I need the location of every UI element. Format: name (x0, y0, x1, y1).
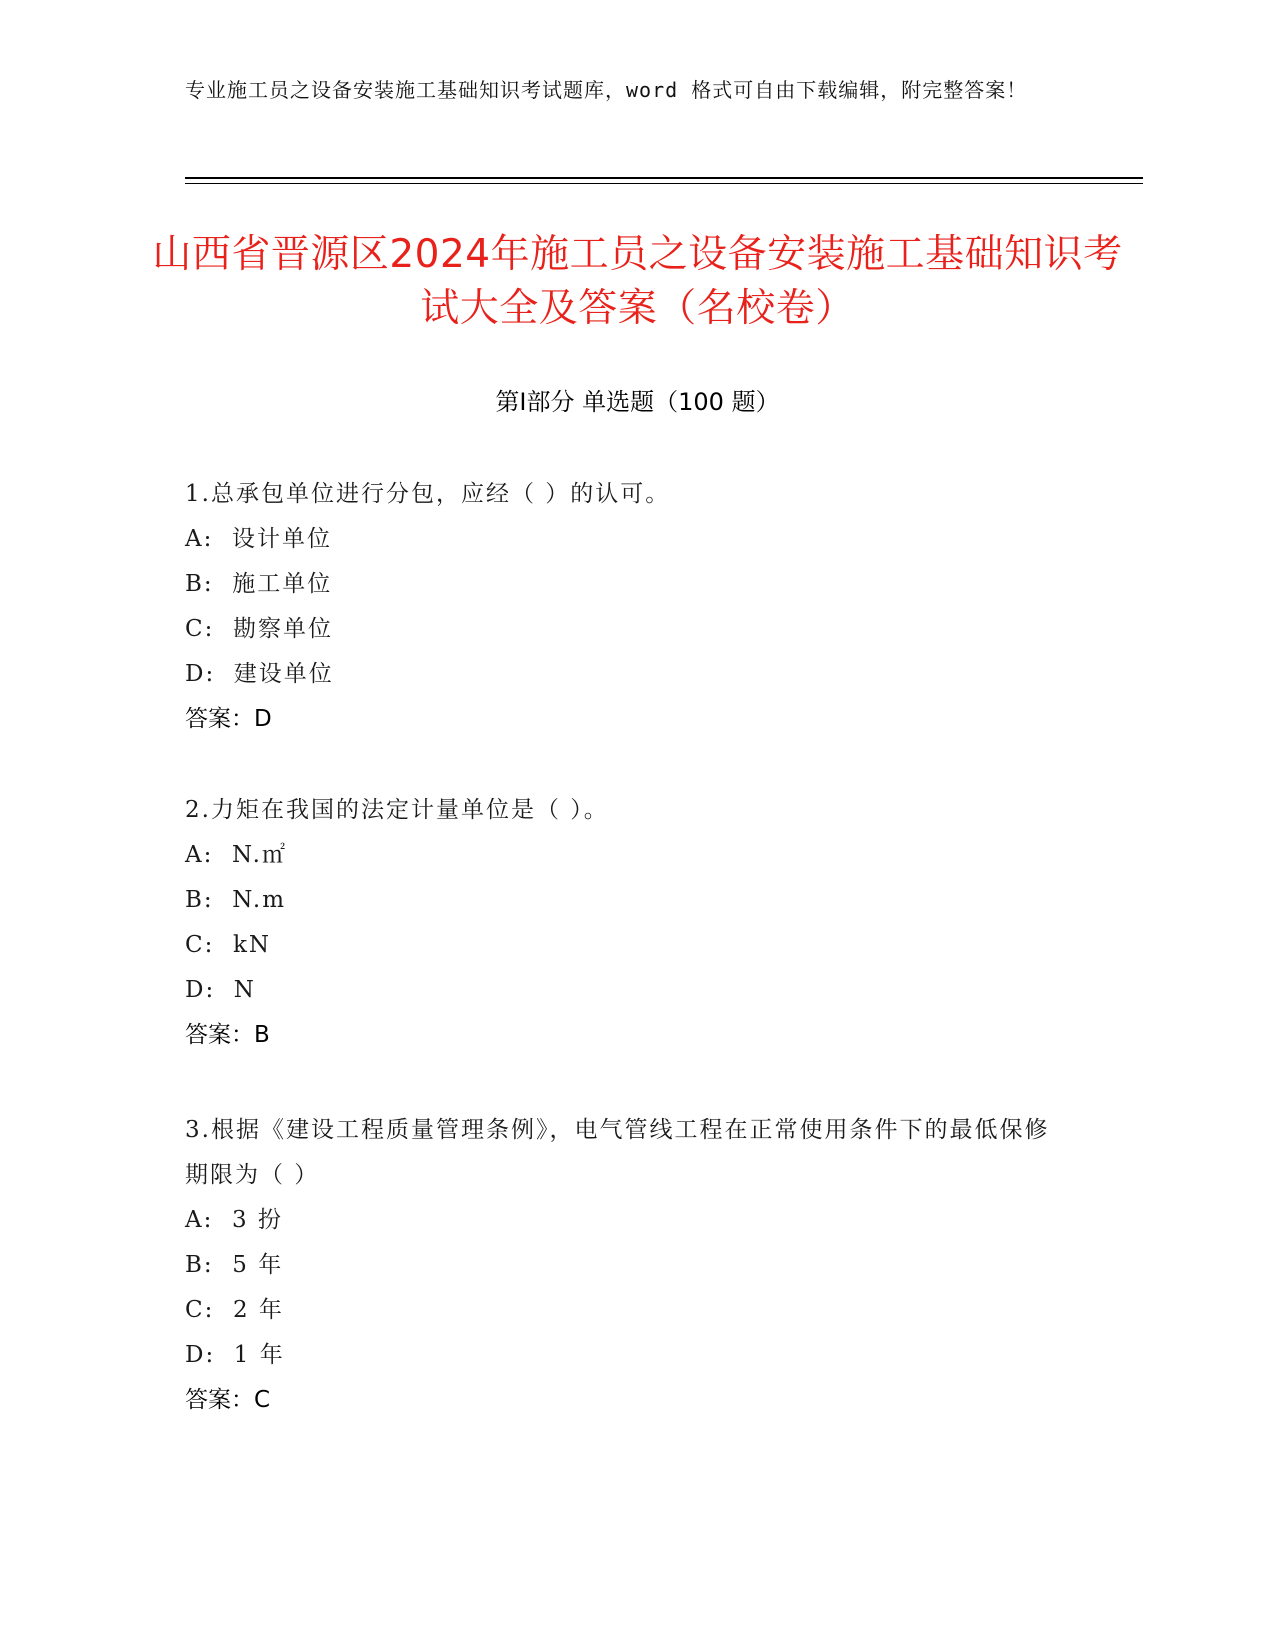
answer-line: 答案：D (185, 706, 272, 732)
option-d: D: 1 年 (185, 1342, 285, 1368)
option-b: B: 施工单位 (185, 571, 333, 597)
option-b: B: 5 年 (185, 1252, 284, 1278)
question-block (185, 1108, 1065, 1423)
question-stem: 3.根据《建设工程质量管理条例》，电气管线工程在正常使用条件下的最低保修期限为（ ） (185, 1117, 1050, 1188)
option-a: A: 3 扮 (185, 1207, 283, 1233)
option-d: D: 建设单位 (185, 661, 334, 687)
answer-line: 答案：C (185, 1387, 271, 1413)
option-b: B: N.m (185, 887, 287, 913)
header-note: 专业施工员之设备安装施工基础知识考试题库，word 格式可自由下载编辑，附完整答案！ (185, 78, 1028, 102)
question-block (185, 472, 1065, 742)
option-c: C: 勘察单位 (185, 616, 333, 642)
question-stem: 1.总承包单位进行分包，应经（ ）的认可。 (185, 481, 671, 507)
option-d: D: N (185, 977, 256, 1003)
option-c: C: kN (185, 932, 272, 958)
option-c: C: 2 年 (185, 1297, 284, 1323)
question-stem: 2.力矩在我国的法定计量单位是（ ）。 (185, 797, 609, 823)
header-rule-thick (185, 177, 1143, 179)
document-title: 山西省晋源区2024年施工员之设备安装施工基础知识考试大全及答案（名校卷） (152, 232, 1123, 331)
option-a: A: 设计单位 (185, 526, 332, 552)
answer-line: 答案：B (185, 1022, 270, 1048)
header-rule-thin (185, 183, 1143, 184)
part-heading: 第Ⅰ部分 单选题（100 题） (495, 388, 780, 416)
question-block (185, 788, 1065, 1058)
option-a: A: N.㎡ (185, 842, 287, 868)
